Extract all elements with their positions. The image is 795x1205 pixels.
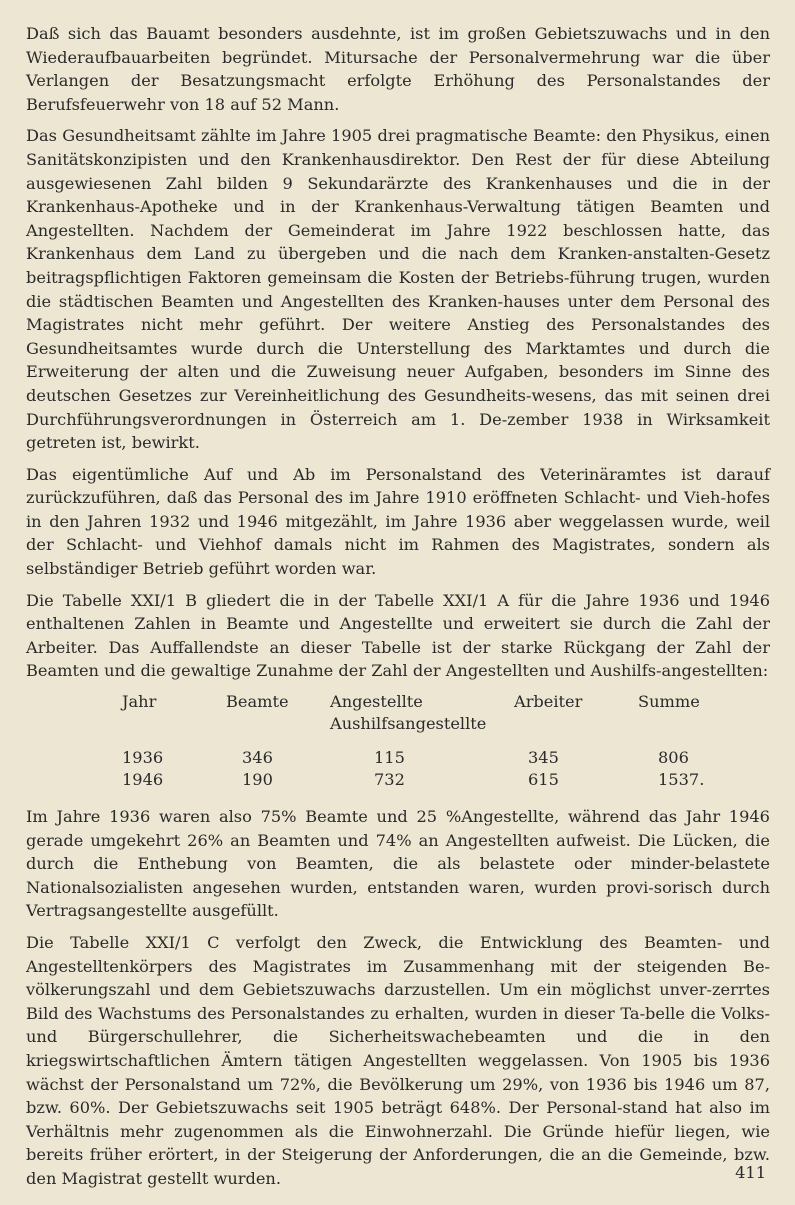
paragraph-bauamt: Daß sich das Bauamt besonders ausdehnte, ist im großen Gebietszuwachs und in den Wiederaufbauarbeiten begründet. Mitursache der Personalvermehrung war die über Verlangen der Besatzungsmacht erfolgte Erhöhung des Personalstandes der Berufsfeuerwehr von 18 auf 52 Mann. bbox=[26, 24, 770, 114]
table-row bbox=[122, 747, 738, 769]
header-jahr: Jahr bbox=[122, 692, 157, 712]
paragraph-tabelle-c: Die Tabelle XXI/1 C verfolgt den Zweck, die Entwicklung des Beamten- und Angestelltenkörpers des Magistrates im Zusammenhang mit der steigenden Be-völkerungszahl und dem Gebietszuwachs darzustellen. Um ein möglichst unver-zerrtes Bild des Wachstums des Personalstandes zu erhalten, wurden in dieser Ta-belle die Volks- und Bürgerschullehrer, die Sicherheitswachebeamten und die in den kriegswirtschaftlichen Ämtern tätigen Angestellten weggelassen. Von 1905 bis 1936 wächst der Personalstand um 72%, die Bevölkerung um 29%, von 1936 bis 1946 um 87, bzw. 60%. Der Gebietszuwachs seit 1905 beträgt 648%. Der Personal-stand hat also im Verhältnis mehr zugenommen als die Einwohnerzahl. Die Gründe hiefür liegen, wie bereits früher erörtert, in der Steigerung der Anforderungen, die an die Gemeinde, bzw. den Magistrat gestellt wurden. bbox=[26, 933, 770, 1188]
paragraph-tabelle-b: Die Tabelle XXI/1 B gliedert die in der Tabelle XXI/1 A für die Jahre 1936 und 1946 enthaltenen Zahlen in Beamte und Angestellte und erweitert sie durch die Zahl der Arbeiter. Das Auffallendste an dieser Tabelle ist der starke Rückgang der Zahl der Beamten und die gewaltige Zunahme der Zahl der Angestellten und Aushilfs-angestellten: bbox=[26, 590, 770, 681]
personnel-table bbox=[122, 691, 738, 791]
page-number: 411 bbox=[735, 1163, 766, 1182]
header-angestellte bbox=[330, 691, 514, 747]
header-beamte: Beamte bbox=[226, 692, 289, 712]
header-arbeiter: Arbeiter bbox=[514, 692, 583, 712]
cell-arbeiter: 615 bbox=[528, 770, 559, 790]
cell-summe: 806 bbox=[658, 748, 689, 768]
paragraph-prozente: Im Jahre 1936 waren also 75% Beamte und 25 %Angestellte, während das Jahr 1946 gerade umgekehrt 26% an Beamten und 74% an Angestellten aufweist. Die Lücken, die durch die Enthebung von Beamten, die als belastete oder minder-belastete Nationalsozialisten angesehen wurden, entstanden waren, wurden provi-sorisch durch Vertragsangestellte ausgefüllt. bbox=[26, 807, 770, 921]
cell-jahr: 1946 bbox=[122, 770, 164, 790]
cell-angestellte: 115 bbox=[374, 748, 405, 768]
cell-angestellte: 732 bbox=[374, 770, 405, 790]
header-summe: Summe bbox=[638, 692, 700, 712]
paragraph-veterinaeramt: Das eigentümliche Auf und Ab im Personalstand des Veterinäramtes ist darauf zurückzuführen, daß das Personal des im Jahre 1910 eröffneten Schlacht- und Vieh-hofes in den Jahren 1932 und 1946 mitgezählt, im Jahre 1936 aber weggelassen wurde, weil der Schlacht- und Viehhof damals nicht im Rahmen des Magistrates, sondern als selbständiger Betrieb geführt worden war. bbox=[26, 464, 770, 579]
cell-jahr: 1936 bbox=[122, 748, 164, 768]
table-header-row bbox=[122, 691, 738, 747]
cell-beamte: 190 bbox=[242, 770, 273, 790]
table-row bbox=[122, 769, 738, 791]
cell-beamte: 346 bbox=[242, 748, 273, 768]
header-angestellte-label: Angestellte bbox=[330, 692, 423, 712]
paragraph-gesundheitsamt: Das Gesundheitsamt zählte im Jahre 1905 drei pragmatische Beamte: den Physikus, einen Sanitätskonzipisten und den Krankenhausdirektor. Den Rest der für diese Abteilung ausgewiesenen Zahl bilden 9 Sekundarärzte des Krankenhauses und die in der Krankenhaus-Apotheke und in der Krankenhaus-Verwaltung tätigen Beamten und Angestellten. Nachdem der Gemeinderat im Jahre 1922 beschlossen hatte, das Krankenhaus dem Land zu übergeben und die nach dem Kranken-anstalten-Gesetz beitragspflichtigen Faktoren gemeinsam die Kosten der Betriebs-führung trugen, wurden die städtischen Beamten und Angestellten des Kranken-hauses unter dem Personal des Magistrates nicht mehr geführt. Der weitere Anstieg des Personalstandes des Gesundheitsamtes wurde durch die Unterstellung des Marktamtes und durch die Erweiterung der alten und die Zuweisung neuer Aufgaben, besonders im Sinne des deutschen Gesetzes zur Vereinheitlichung des Gesundheits-wesens, das mit seinen drei Durchführungsverordnungen in Österreich am 1. De-zember 1938 in Wirksamkeit getreten ist, bewirkt. bbox=[26, 126, 770, 453]
cell-arbeiter: 345 bbox=[528, 748, 559, 768]
header-aushilfsangestellte-label: Aushilfsangestellte bbox=[330, 714, 487, 734]
cell-summe: 1537. bbox=[658, 770, 705, 790]
